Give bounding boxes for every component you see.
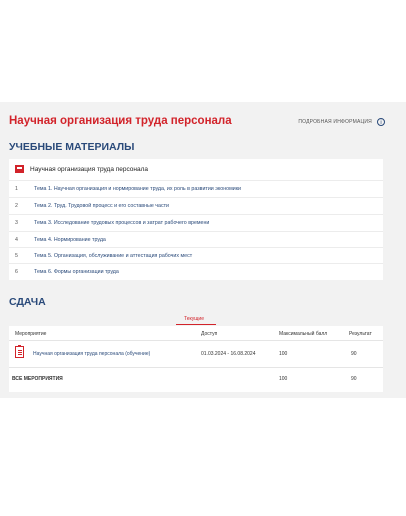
list-item[interactable] bbox=[9, 247, 383, 264]
list-item[interactable] bbox=[9, 214, 383, 231]
item-number: 5 bbox=[15, 253, 18, 259]
list-item[interactable] bbox=[9, 180, 383, 197]
item-link[interactable]: Тема 5. Организация, обслуживание и аттестация рабочих мест bbox=[34, 253, 193, 259]
tab-current[interactable]: Текущие bbox=[184, 316, 204, 322]
access-dates: 01.03.2024 - 16.08.2024 bbox=[201, 351, 256, 357]
clipboard-icon bbox=[15, 346, 24, 358]
course-header[interactable] bbox=[9, 159, 383, 179]
total-max: 100 bbox=[279, 376, 288, 382]
total-result: 90 bbox=[351, 376, 357, 382]
col-max: Максимальный балл bbox=[279, 331, 328, 337]
max-score: 100 bbox=[279, 351, 288, 357]
submission-heading: СДАЧА bbox=[9, 296, 46, 308]
list-item[interactable] bbox=[9, 197, 383, 214]
item-number: 3 bbox=[15, 220, 18, 226]
list-item[interactable] bbox=[9, 263, 383, 280]
course-title: Научная организация труда персонала bbox=[30, 165, 149, 173]
book-icon bbox=[15, 165, 24, 173]
col-event: Мероприятие bbox=[15, 331, 47, 337]
item-number: 6 bbox=[15, 269, 18, 275]
item-link[interactable]: Тема 4. Нормирование труда bbox=[34, 237, 106, 243]
item-link[interactable]: Тема 1. Научная организация и нормирование труда, их роль в развитии экономики bbox=[34, 186, 241, 192]
page-title: Научная организация труда персонала bbox=[9, 115, 232, 127]
item-link[interactable]: Тема 2. Труд. Трудовой процесс и его составные части bbox=[34, 203, 170, 209]
more-info-link[interactable]: ПОДРОБНАЯ ИНФОРМАЦИЯ bbox=[298, 119, 372, 125]
total-label: ВСЕ МЕРОПРИЯТИЯ bbox=[12, 376, 63, 382]
tab-underline bbox=[176, 324, 216, 325]
col-access: Доступ bbox=[201, 331, 218, 337]
materials-card bbox=[9, 159, 383, 280]
item-link[interactable]: Тема 6. Формы организации труда bbox=[34, 269, 119, 275]
result-score: 90 bbox=[351, 351, 357, 357]
list-item[interactable] bbox=[9, 231, 383, 248]
materials-heading: УЧЕБНЫЕ МАТЕРИАЛЫ bbox=[9, 141, 135, 153]
item-link[interactable]: Тема 3. Исследование трудовых процессов и затрат рабочего времени bbox=[34, 220, 210, 226]
item-number: 1 bbox=[15, 186, 18, 192]
col-result: Результат bbox=[349, 331, 372, 337]
info-icon[interactable]: i bbox=[377, 118, 385, 126]
event-link[interactable]: Научная организация труда персонала (обучение) bbox=[33, 351, 151, 357]
divider bbox=[9, 340, 383, 341]
item-number: 2 bbox=[15, 203, 18, 209]
item-number: 4 bbox=[15, 237, 18, 243]
divider bbox=[9, 367, 383, 368]
